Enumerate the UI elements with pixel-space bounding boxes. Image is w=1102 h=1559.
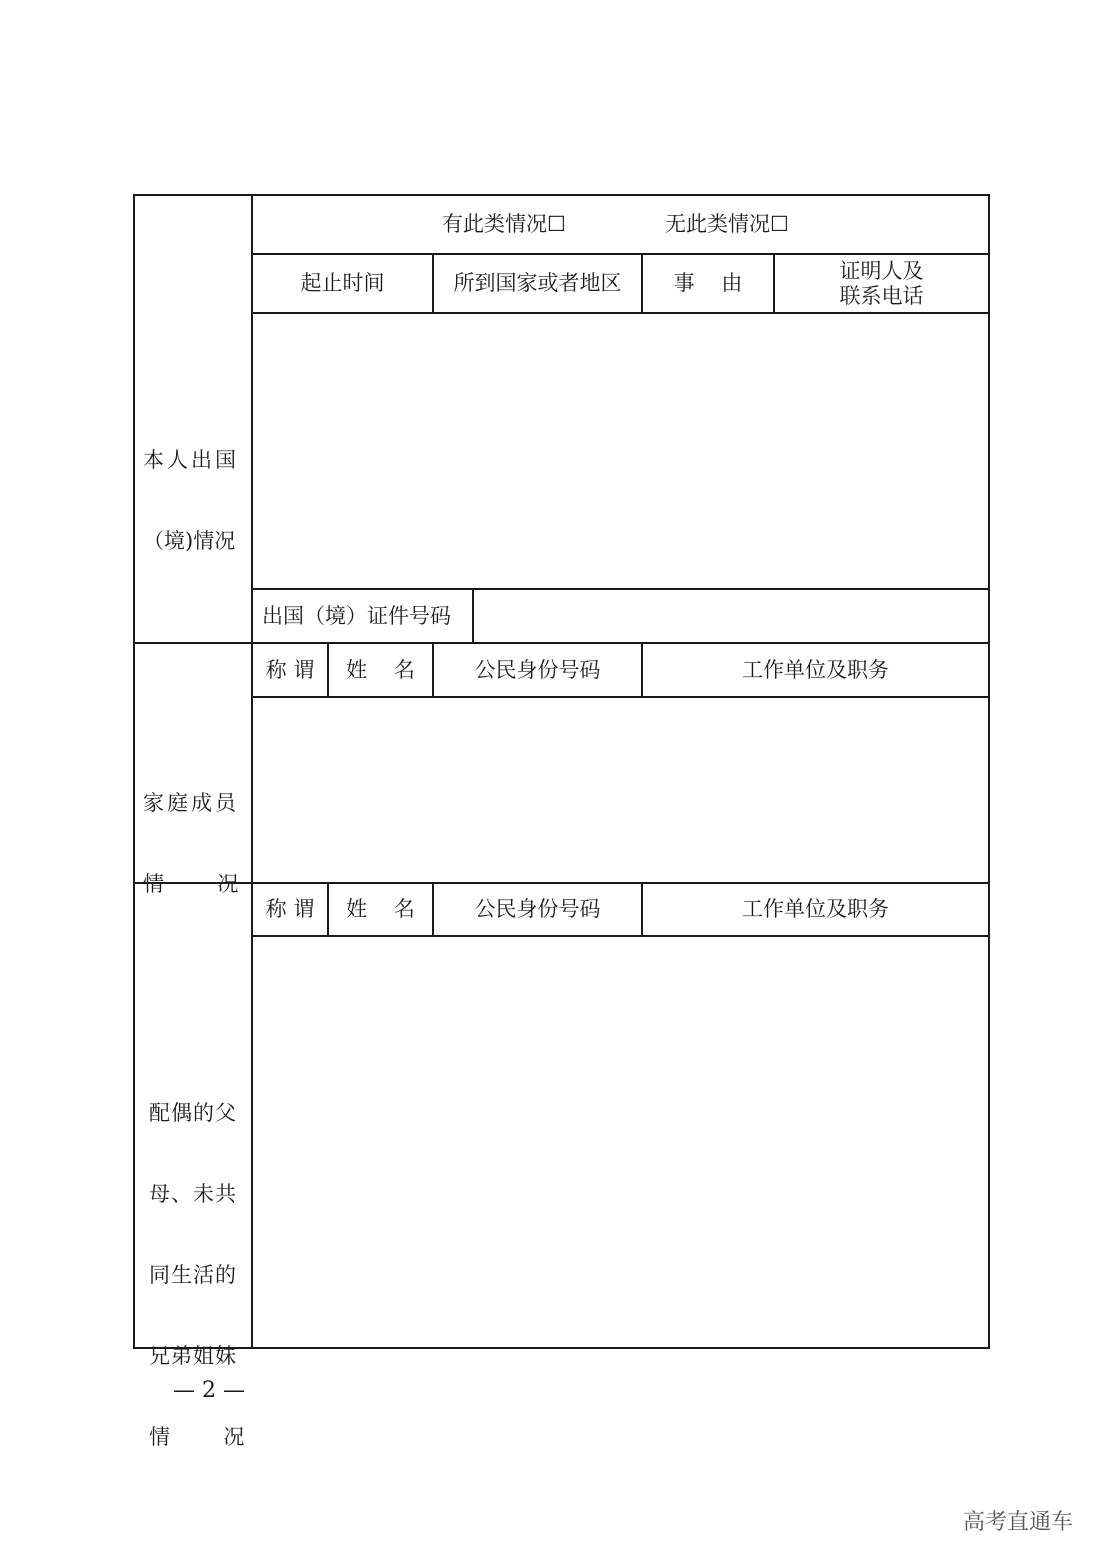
spouse-row-label-line2: 母、未共: [149, 1182, 237, 1206]
table-right-border: [988, 194, 990, 1349]
passport-number-field[interactable]: [474, 590, 988, 642]
spouse-family-row-label: [149, 1046, 244, 1478]
abroad-col-reason: 事 由: [673, 271, 743, 295]
spouse-col-id: 公民身份号码: [474, 897, 601, 921]
spouse-col-work: 工作单位及职务: [742, 897, 889, 921]
abroad-col-witness-line2: 联系电话: [839, 283, 924, 308]
spouse-row-label-line1: 配偶的父: [149, 1101, 237, 1125]
page-number: — 2 —: [173, 1378, 245, 1403]
family-col-work: 工作单位及职务: [742, 657, 889, 682]
spouse-row-label-line3: 同生活的: [149, 1263, 237, 1287]
family-row-label-line1: 家庭成员: [143, 791, 239, 815]
spouse-col-relation: 称 谓: [265, 897, 315, 921]
family-row-label: [143, 736, 239, 925]
abroad-col-country: 所到国家或者地区: [453, 271, 622, 295]
spouse-family-entries-area[interactable]: [253, 937, 988, 1347]
abroad-row-label-line2: （境)情况: [143, 529, 236, 553]
table-bottom-border: [133, 1347, 990, 1349]
abroad-col-time: 起止时间: [300, 271, 385, 295]
abroad-col-witness: [775, 255, 988, 312]
spouse-row-label-line4: 兄弟姐妹: [149, 1344, 237, 1368]
passport-label: 出国（境）证件号码: [262, 604, 451, 628]
abroad-entries-area[interactable]: [253, 314, 988, 588]
option-none-checkbox[interactable]: 无此类情况☐: [665, 212, 789, 236]
option-has-checkbox[interactable]: 有此类情况☐: [442, 212, 566, 236]
table-top-border: [133, 194, 990, 196]
family-col-name: 姓 名: [346, 657, 415, 682]
watermark: 高考直通车: [963, 1510, 1074, 1535]
family-col-relation: 称 谓: [265, 657, 315, 682]
abroad-row-label: [143, 393, 239, 582]
spouse-row-label-line5: 情 况: [149, 1425, 245, 1449]
family-entries-area[interactable]: [253, 698, 988, 882]
family-row-label-line2: 情 况: [143, 872, 239, 896]
abroad-row-label-line1: 本人出国: [143, 448, 239, 472]
family-col-id: 公民身份号码: [474, 657, 601, 682]
spouse-col-name: 姓 名: [346, 897, 415, 921]
abroad-col-witness-line1: 证明人及: [839, 258, 924, 283]
table-left-border: [133, 194, 135, 1349]
